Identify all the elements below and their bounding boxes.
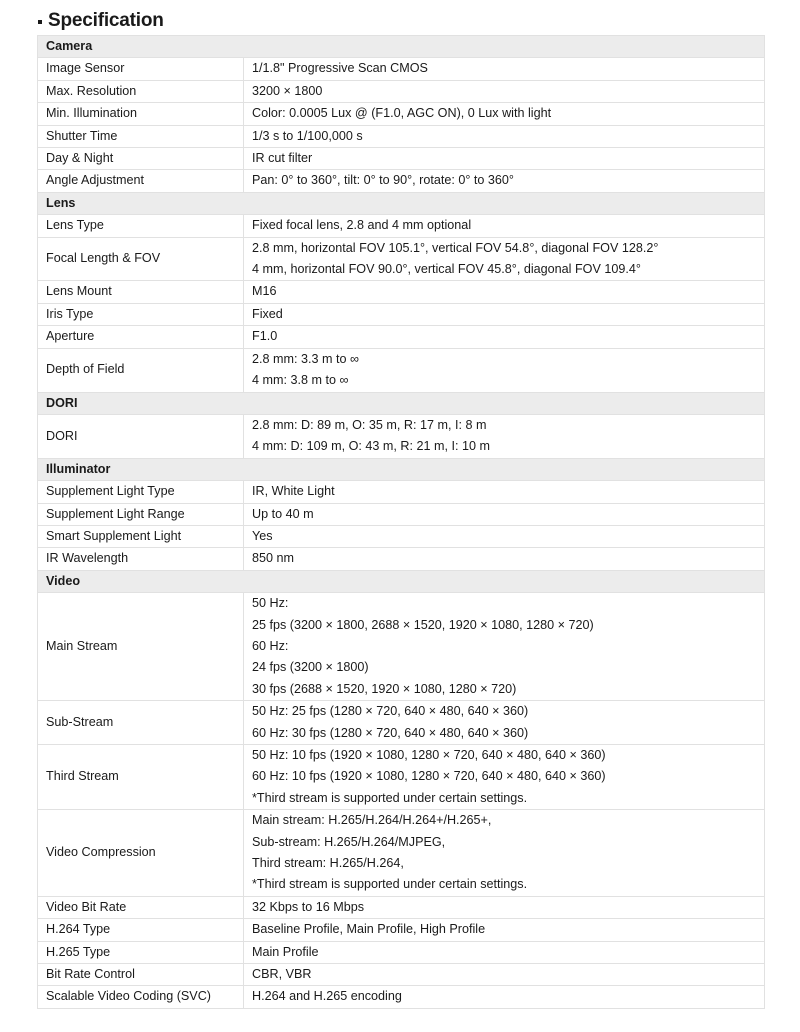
spec-value <box>244 125 765 147</box>
spec-label: Day & Night <box>38 148 244 170</box>
spec-value-line: 3200 × 1800 <box>252 83 323 98</box>
table-row <box>38 503 765 525</box>
spec-value <box>244 919 765 941</box>
section-header-camera <box>38 36 765 58</box>
spec-value-line: *Third stream is supported under certain settings. <box>252 790 528 805</box>
spec-value <box>244 810 765 897</box>
spec-label: Main Stream <box>38 593 244 701</box>
section-title: DORI <box>38 392 765 414</box>
section-title: Video <box>38 570 765 592</box>
spec-value <box>244 548 765 570</box>
spec-value <box>244 326 765 348</box>
spec-value <box>244 58 765 80</box>
section-title: Camera <box>38 36 765 58</box>
spec-table-body <box>38 36 765 1009</box>
table-row <box>38 919 765 941</box>
table-row <box>38 941 765 963</box>
table-row <box>38 348 765 392</box>
spec-value <box>244 103 765 125</box>
spec-value-line: Fixed focal lens, 2.8 and 4 mm optional <box>252 218 472 233</box>
spec-label: H.265 Type <box>38 941 244 963</box>
spec-value <box>244 348 765 392</box>
spec-label: Video Bit Rate <box>38 896 244 918</box>
spec-value-line: 1/1.8" Progressive Scan CMOS <box>252 61 428 76</box>
spec-value <box>244 593 765 701</box>
table-row <box>38 964 765 986</box>
spec-value-line: 850 nm <box>252 551 295 566</box>
section-header-video <box>38 570 765 592</box>
section-title: Lens <box>38 192 765 214</box>
spec-label: Iris Type <box>38 303 244 325</box>
spec-label: Image Sensor <box>38 58 244 80</box>
spec-value-line: H.264 and H.265 encoding <box>252 989 402 1004</box>
spec-value-line: Main stream: H.265/H.264/H.264+/H.265+, <box>252 813 492 828</box>
spec-label: IR Wavelength <box>38 548 244 570</box>
table-row <box>38 548 765 570</box>
table-row <box>38 170 765 192</box>
spec-label: H.264 Type <box>38 919 244 941</box>
spec-value-line: 24 fps (3200 × 1800) <box>252 660 369 675</box>
table-row <box>38 125 765 147</box>
section-header-illuminator <box>38 458 765 480</box>
spec-value <box>244 503 765 525</box>
spec-value-line: M16 <box>252 284 277 299</box>
spec-value <box>244 964 765 986</box>
spec-value-line: 25 fps (3200 × 1800, 2688 × 1520, 1920 × 1080, 1280 × 720) <box>252 617 594 632</box>
spec-label: Third Stream <box>38 745 244 810</box>
spec-value <box>244 481 765 503</box>
spec-value-line: Yes <box>252 528 273 543</box>
table-row <box>38 148 765 170</box>
spec-value-line: Color: 0.0005 Lux @ (F1.0, AGC ON), 0 Lux with light <box>252 106 552 121</box>
spec-label: Depth of Field <box>38 348 244 392</box>
spec-value-line: 32 Kbps to 16 Mbps <box>252 899 365 914</box>
spec-value <box>244 80 765 102</box>
spec-value <box>244 414 765 458</box>
section-header-dori <box>38 392 765 414</box>
spec-label: Shutter Time <box>38 125 244 147</box>
spec-value-line: Main Profile <box>252 944 319 959</box>
spec-value-line: F1.0 <box>252 329 278 344</box>
spec-value <box>244 303 765 325</box>
spec-value-line: 4 mm: D: 109 m, O: 43 m, R: 21 m, I: 10 m <box>252 439 490 454</box>
spec-value-line: 2.8 mm: 3.3 m to ∞ <box>252 351 359 366</box>
section-title: Illuminator <box>38 458 765 480</box>
spec-value-line: 1/3 s to 1/100,000 s <box>252 128 363 143</box>
spec-label: Angle Adjustment <box>38 170 244 192</box>
spec-value <box>244 525 765 547</box>
spec-label: Aperture <box>38 326 244 348</box>
spec-value-line: 30 fps (2688 × 1520, 1920 × 1080, 1280 × 720) <box>252 681 517 696</box>
table-row <box>38 58 765 80</box>
spec-table <box>37 35 765 1009</box>
spec-label: Sub-Stream <box>38 701 244 745</box>
spec-value <box>244 701 765 745</box>
table-row <box>38 281 765 303</box>
spec-value-line: 60 Hz: <box>252 638 289 653</box>
spec-value <box>244 896 765 918</box>
spec-value-line: 60 Hz: 10 fps (1920 × 1080, 1280 × 720, 640 × 480, 640 × 360) <box>252 769 606 784</box>
table-row <box>38 414 765 458</box>
table-row <box>38 810 765 897</box>
spec-value-line: Pan: 0° to 360°, tilt: 0° to 90°, rotate: 0° to 360° <box>252 173 514 188</box>
table-row <box>38 525 765 547</box>
spec-value-line: 2.8 mm: D: 89 m, O: 35 m, R: 17 m, I: 8 m <box>252 417 487 432</box>
page-title-text: Specification <box>48 10 164 31</box>
spec-value-line: 50 Hz: <box>252 596 289 611</box>
spec-label: Supplement Light Range <box>38 503 244 525</box>
table-row <box>38 701 765 745</box>
spec-value-line: Up to 40 m <box>252 506 314 521</box>
table-row <box>38 303 765 325</box>
spec-label: Lens Type <box>38 215 244 237</box>
table-row <box>38 593 765 701</box>
table-row <box>38 80 765 102</box>
spec-label: Max. Resolution <box>38 80 244 102</box>
spec-value-line: 60 Hz: 30 fps (1280 × 720, 640 × 480, 640 × 360) <box>252 725 529 740</box>
section-header-lens <box>38 192 765 214</box>
spec-value <box>244 941 765 963</box>
table-row <box>38 745 765 810</box>
table-row <box>38 481 765 503</box>
spec-value-line: IR cut filter <box>252 151 313 166</box>
table-row <box>38 103 765 125</box>
spec-value-line: 4 mm, horizontal FOV 90.0°, vertical FOV 45.8°, diagonal FOV 109.4° <box>252 262 641 277</box>
spec-value-line: 4 mm: 3.8 m to ∞ <box>252 373 349 388</box>
spec-value-line: 50 Hz: 25 fps (1280 × 720, 640 × 480, 640 × 360) <box>252 704 529 719</box>
spec-value-line: Sub-stream: H.265/H.264/MJPEG, <box>252 834 446 849</box>
spec-value-line: Baseline Profile, Main Profile, High Profile <box>252 922 486 937</box>
spec-value <box>244 281 765 303</box>
spec-value-line: IR, White Light <box>252 484 335 499</box>
table-row <box>38 215 765 237</box>
spec-label: Smart Supplement Light <box>38 525 244 547</box>
table-row <box>38 326 765 348</box>
spec-value <box>244 237 765 281</box>
spec-value-line: *Third stream is supported under certain settings. <box>252 877 528 892</box>
spec-value-line: Fixed <box>252 306 283 321</box>
table-row <box>38 896 765 918</box>
spec-label: Focal Length & FOV <box>38 237 244 281</box>
spec-value-line: 50 Hz: 10 fps (1920 × 1080, 1280 × 720, 640 × 480, 640 × 360) <box>252 748 606 762</box>
table-row <box>38 986 765 1008</box>
page-title <box>38 10 164 32</box>
spec-value-line: 2.8 mm, horizontal FOV 105.1°, vertical FOV 54.8°, diagonal FOV 128.2° <box>252 240 659 255</box>
spec-value-line: Third stream: H.265/H.264, <box>252 856 404 871</box>
spec-label: DORI <box>38 414 244 458</box>
spec-value <box>244 745 765 810</box>
spec-value <box>244 986 765 1008</box>
spec-label: Min. Illumination <box>38 103 244 125</box>
square-bullet-icon <box>38 20 42 24</box>
spec-label: Video Compression <box>38 810 244 897</box>
spec-value <box>244 170 765 192</box>
spec-label: Supplement Light Type <box>38 481 244 503</box>
spec-value <box>244 215 765 237</box>
spec-label: Bit Rate Control <box>38 964 244 986</box>
spec-value-line: CBR, VBR <box>252 967 312 982</box>
table-row <box>38 237 765 281</box>
spec-label: Lens Mount <box>38 281 244 303</box>
spec-label: Scalable Video Coding (SVC) <box>38 986 244 1008</box>
spec-value <box>244 148 765 170</box>
